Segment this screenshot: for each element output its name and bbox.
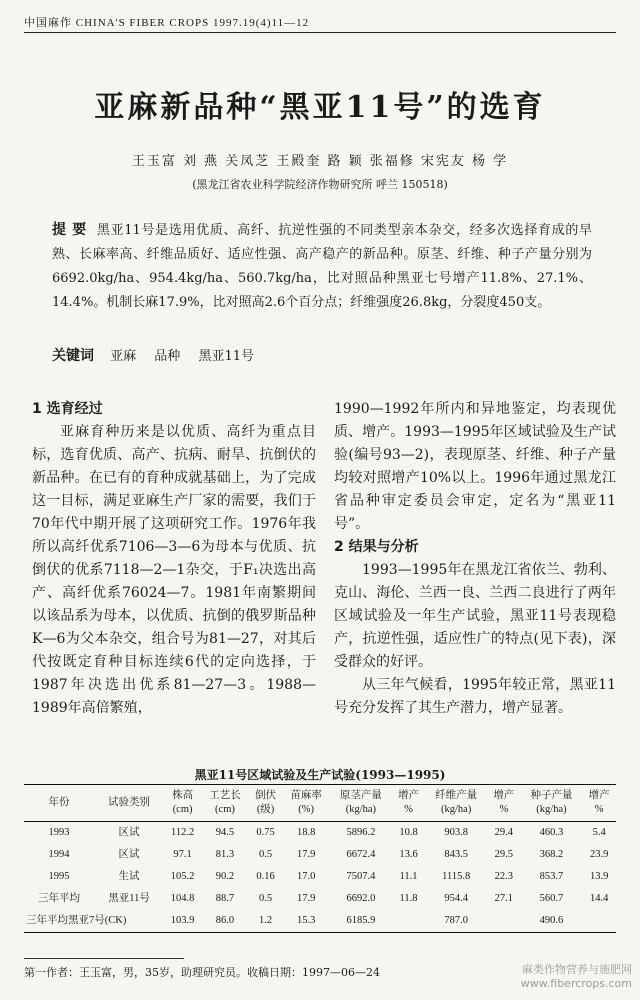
table-cell: 17.0 — [296, 871, 316, 882]
table-cell: 15.3 — [296, 915, 316, 926]
affiliation: (黑龙江省农业科学院经济作物研究所 呼兰 150518) — [192, 178, 448, 191]
table-cell: 1115.8 — [442, 871, 471, 882]
table-cell: 5.4 — [592, 827, 606, 838]
table-cell: 0.5 — [259, 893, 273, 904]
table-cell: 94.5 — [215, 827, 235, 838]
table-cell: 三年平均 — [38, 893, 81, 904]
table-cell: 112.2 — [170, 827, 195, 838]
section-2-heading: 2 结果与分析 — [334, 539, 419, 555]
left-column — [32, 398, 316, 720]
table-cell: 27.1 — [494, 893, 513, 904]
table-cell: 90.2 — [215, 871, 235, 882]
table-header-cell: 增产 % — [493, 790, 515, 815]
table-cell: 17.9 — [296, 893, 316, 904]
results-table — [24, 784, 616, 933]
table-row — [24, 866, 616, 888]
table-cell: 22.3 — [494, 871, 513, 882]
table-cell: 0.16 — [256, 871, 275, 882]
table-cell — [392, 910, 426, 933]
journal-header: 中国麻作 CHINA'S FIBER CROPS 1997.19(4)11—12 — [24, 17, 310, 29]
table-cell: 14.4 — [589, 893, 609, 904]
table-header-row — [24, 785, 616, 822]
table-header-cell: 试验类别 — [108, 797, 151, 808]
watermark-line: 麻类作物营养与施肥网 — [522, 963, 632, 976]
section-2-paragraph: 从三年气候看，1995年较正常，黑亚11号充分发挥了其生产潜力，增产显著。 — [334, 677, 616, 716]
footnote-rule — [24, 958, 184, 959]
watermark-line: www.fibercrops.com — [520, 977, 632, 990]
table-cell: 368.2 — [539, 849, 564, 860]
section-1-continued: 1990—1992年所内和异地鉴定，均表现优质、增产。1993—1995年区域试验及生产试验(编号93—2)，表现原茎、纤维、种子产量均较对照增产10%以上。1996年通过黑龙江省品种审定委员会审定，定名为“黑亚11号”。 — [334, 401, 616, 532]
table-header-cell: 纤维产量 (kg/ha) — [435, 790, 478, 815]
table-cell: 6672.4 — [346, 849, 376, 860]
header-rule — [24, 32, 616, 33]
table-header-cell: 原茎产量 (kg/ha) — [339, 790, 382, 815]
table-header-cell: 株高 (cm) — [172, 790, 194, 815]
table-header-cell: 种子产量 (kg/ha) — [530, 790, 573, 815]
table-cell: 29.5 — [494, 849, 513, 860]
table-cell: 787.0 — [444, 915, 468, 926]
table-cell — [487, 910, 521, 933]
table-row — [24, 910, 616, 933]
table-cell: 6185.9 — [346, 915, 376, 926]
table-cell: 0.5 — [259, 849, 273, 860]
table-cell: 460.3 — [539, 827, 564, 838]
table-header-cell: 增产 % — [398, 790, 420, 815]
table-cell: 103.9 — [170, 915, 195, 926]
section-1-heading: 1 选育经过 — [32, 401, 103, 417]
table-cell: 1994 — [48, 849, 70, 860]
abstract-text: 黑亚11号是选用优质、高纤、抗逆性强的不同类型亲本杂交，经多次选择育成的早熟、长麻率高、纤维品质好、适应性强、高产稳产的新品种。原茎、纤维、种子产量分别为6692.0kg/ha、954.4kg/ha、560.7kg/ha，比对照品种黑亚七号增产11.8%、27.1%、14.4%。机制长麻17.9%，比对照高2.6个百分点；纤维强度26.8kg，分裂度450支。 — [52, 223, 593, 310]
keywords — [52, 345, 268, 365]
table-cell: 1993 — [48, 827, 70, 838]
table-row — [24, 822, 616, 845]
table-cell: 11.1 — [399, 871, 418, 882]
table-cell: 29.4 — [494, 827, 513, 838]
authors: 王玉富 刘 燕 关凤芝 王殿奎 路 颖 张福修 宋宪友 杨 学 — [131, 154, 509, 169]
table-cell: 18.8 — [296, 827, 316, 838]
table-cell: 903.8 — [444, 827, 468, 838]
table-cell: 853.7 — [539, 871, 564, 882]
footnote: 第一作者：王玉富，男，35岁，助理研究员。收稿日期：1997—06—24 — [24, 966, 380, 979]
table-row — [24, 888, 616, 910]
table-header-cell: 倒伏 (级) — [255, 790, 277, 815]
section-1-paragraph: 亚麻育种历来是以优质、高纤为重点目标，选育优质、高产、抗病、耐旱、抗倒伏的新品种。在已有的育种成就基础上，为了完成这一目标，满足亚麻生产厂家的需要，我们于70年代中期开展了这项研究工作。1976年我所以高纤优系7106—3—6为母本与优质、抗倒伏的优系7118—2—1杂交，于F₁决选出高产、高纤优系76024—7。1981年南繁期间以该品系为母本，以优质、抗倒的俄罗斯品种K—6为父本杂交，组合号为81—27，对其后代按既定育种目标连续6代的定向选择，于1987年决选出优系81—27—3。1988—1989年高倍繁殖， — [32, 424, 316, 716]
table-header-cell: 工艺长 (cm) — [209, 790, 241, 815]
table-cell: 7507.4 — [346, 871, 376, 882]
section-2-paragraph: 1993—1995年在黑龙江省依兰、勃利、克山、海伦、兰西一良、兰西二良进行了两年区域试验及一年生产试验，黑亚11号表现稳产，抗逆性强，适应性广的特点(见下表)，深受群众的好评。 — [334, 562, 616, 670]
table-title: 黑亚11号区域试验及生产试验(1993—1995) — [194, 768, 446, 782]
table-cell: 生试 — [118, 871, 140, 882]
table-cell: 105.2 — [170, 871, 195, 882]
keyword-item: 品种 — [154, 349, 181, 364]
table-cell: 97.1 — [173, 849, 192, 860]
table-cell: 1.2 — [259, 915, 273, 926]
right-column — [334, 398, 616, 720]
table-cell: 黑亚11号 — [108, 893, 150, 904]
table-cell: 1995 — [48, 871, 70, 882]
table-cell: 86.0 — [215, 915, 235, 926]
table-cell: 88.7 — [215, 893, 235, 904]
table-cell: 0.75 — [256, 827, 275, 838]
table-cell: 13.9 — [589, 871, 609, 882]
keyword-item: 亚麻 — [110, 349, 137, 364]
table-cell: 954.4 — [444, 893, 468, 904]
table-cell: 81.3 — [215, 849, 235, 860]
keywords-label: 关键词 — [52, 348, 94, 364]
table-cell: 三年平均黑亚7号(CK) — [26, 915, 127, 926]
table-cell: 843.5 — [444, 849, 468, 860]
table-cell: 6692.0 — [346, 893, 376, 904]
table-cell: 104.8 — [170, 893, 195, 904]
abstract — [52, 218, 592, 315]
table-cell: 区试 — [118, 827, 140, 838]
table-header-cell: 增产 % — [588, 790, 610, 815]
table-cell: 23.9 — [589, 849, 609, 860]
table-header-cell: 苗麻率 (%) — [290, 790, 322, 815]
abstract-label: 提 要 — [52, 222, 87, 238]
paper-title: 亚麻新品种“黑亚11号”的选育 — [94, 90, 546, 125]
table-cell: 17.9 — [296, 849, 316, 860]
table-cell: 13.6 — [399, 849, 418, 860]
table-cell: 11.8 — [399, 893, 418, 904]
watermark — [521, 963, 632, 991]
table-cell — [582, 910, 616, 933]
table-row — [24, 844, 616, 866]
keyword-item: 黑亚11号 — [198, 349, 254, 364]
table-cell: 10.8 — [399, 827, 418, 838]
table-cell: 490.6 — [539, 915, 564, 926]
table-cell: 560.7 — [539, 893, 564, 904]
table-cell: 5896.2 — [346, 827, 376, 838]
table-cell: 区试 — [118, 849, 140, 860]
table-header-cell: 年份 — [48, 797, 70, 808]
